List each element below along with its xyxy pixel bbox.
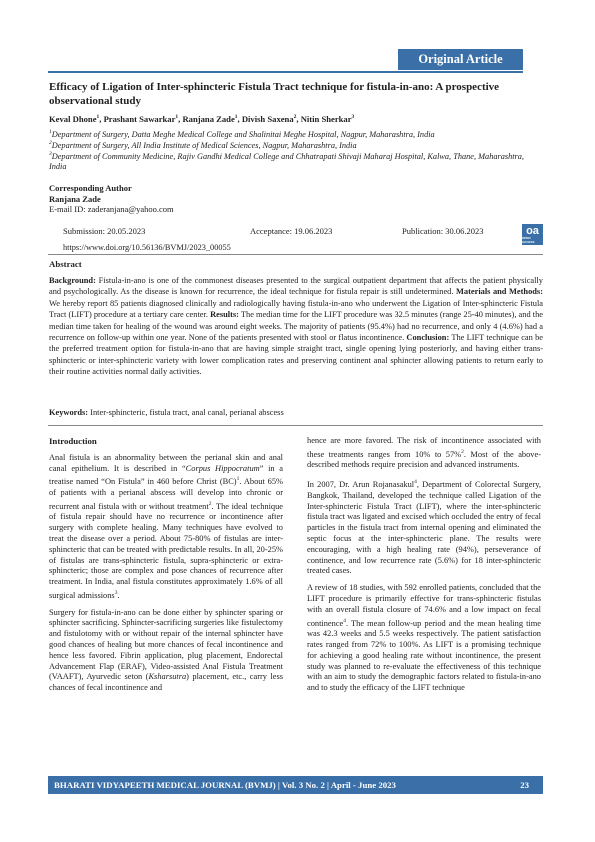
affiliation: $^2$Department of Surgery, All India Institute of Medical Sciences, Nagpur, Maharashtra, India [49,140,357,150]
acceptance-date: Acceptance: 19.06.2023 [250,226,333,236]
corresponding-email: E-mail ID: zaderanjana@yahoo.com [49,204,174,214]
divider [48,254,543,255]
right-column [307,436,541,700]
journal-footer [48,776,543,794]
header-divider [48,71,523,73]
paragraph: Anal fistula is an abnormality between the perianal skin and anal canal epithelium. It is described in “Corpus Hippocratum” in a treatise named “On Fistula” in 460 before Christ (BC)$^1$. About 65% of patients with a perianal abscess will develop into chronic or recurrent anal fistula with or without treatment$^2$. The ideal technique of fistula repair should have no recurrence or incontinence after surgery with complete healing. Many techniques have evolved to treat the disease over a period. About 75-80% of fistulas are inter-sphincteric that can be treated with predictable results. In all, 20-25% of fistulas are trans-sphincteric fistula, supra-sphincteric or extra-sphincteric; those are complex and pose chances of recurrence after treatment. In India, anal fistula constitutes approximately 1.6% of all surgical admissions$^3$. [49,452,284,600]
article-type-banner [398,49,523,70]
divider [48,425,543,426]
paragraph: In 2007, Dr. Arun Rojanasakul$^4$, Department of Colorectal Surgery, Bangkok, Thailand, developed the technique called Ligation of the Inter-sphincteric Fistula Tract (LIFT), where the inter-sphincteric fistula tract was ligated and excised which occluded the entry of fecal particles in the fistula tract from internal opening and eliminated the septic focus at the inter-sphincteric plane. The results were encouraging, with a high healing rate (94%), perseverance of continence, and low recurrence rate (5.6%) for 18 inter-sphincteric treated cases. [307,479,541,576]
left-column [49,436,283,700]
paper-title: Efficacy of Ligation of Inter-sphincteric Fistula Tract technique for fistula-in-ano: A prospective observational study [49,81,500,107]
journal-citation: BHARATI VIDYAPEETH MEDICAL JOURNAL (BVMJ) | Vol. 3 No. 2 | April - June 2023 [54,780,396,790]
page-number: 23 [520,780,529,790]
author-name: Keval Dhone [49,114,97,124]
corresponding-name: Ranjana Zade [49,193,101,204]
paragraph: Surgery for fistula-in-ano can be done either by sphincter sparing or sphincter sacrificing. Sphincter-sacrificing surgeries like fistulectomy and fistulotomy with or without repair of the internal sphincter have good chances of healing but more chances of fecal incontinence and hence less favored. Fibrin application, plug placement, Endorectal Advancement Flap (ERAF), Video-assisted Anal Fistula Treatment (VAAFT), Ayurvedic seton (Ksharsutra) placement, etc., carry less chances of fecal incontinence and [49,607,283,693]
author-name: Divish Saxena [241,114,294,124]
paragraph: A review of 18 studies, with 592 enrolled patients, concluded that the LIFT procedure is primarily effective for trans-sphincteric fistulas with an overall fistula closure of 74.6% and a low impact on fecal continence$^4$. The mean follow-up period and the mean healing time was 42.3 weeks and 5.5 weeks respectively. The patient satisfaction rates ranged from 72% to 100%. As LIFT is a promising technique for achieving a good healing rate without incontinence, the present study was planned to re-evaluate the effectiveness of this technique with an aim to study the demographic factors related to fistula-in-ano and to study the efficacy of the LIFT technique [307,583,541,693]
keywords: Keywords: Inter-sphincteric, fistula tract, anal canal, perianal abscess [49,408,284,417]
corresponding-label: Corresponding Author [49,183,132,193]
publication-date: Publication: 30.06.2023 [402,226,484,236]
author-name: Ranjana Zade [182,114,235,124]
submission-date: Submission: 20.05.2023 [63,226,146,236]
author-list: Keval Dhone$^1$, Prashant Sawarkar$^1$, Ranjana Zade$^1$, Divish Saxena$^2$, Nitin Sherkar$^3$ [49,114,355,124]
author-name: Prashant Sawarkar [103,114,176,124]
open-access-icon: oa OPEN ACCESS [522,224,543,245]
author-name: Nitin Sherkar [300,114,352,124]
affiliation: $^1$Department of Surgery, Datta Meghe Medical College and Shalinitai Meghe Hospital, Nagpur, Maharashtra, India [49,129,435,139]
abstract-heading: Abstract [49,259,82,269]
doi-link[interactable]: https://www.doi.org/10.56136/BVMJ/2023_00055 [63,243,231,252]
affiliation: $^3$Department of Community Medicine, Rajiv Gandhi Medical College and Chhatrapati Shivaji Maharaj Hospital, Kalwa, Thane, Maharashtra, India [49,151,524,172]
section-heading-introduction: Introduction [49,436,97,446]
abstract-text: Background: Fistula-in-ano is one of the commonest diseases presented to the surgical outpatient department that affects the patient physically and psychologically. As the disease is known for recurrence, the ideal technique for fistula repair is still undetermined. Materials and Methods: We hereby report 85 patients diagnosed clinically and radiologically having fistula-in-ano who underwent the Ligation of Inter-sphincteric Fistula Tract (LIFT) procedure at a tertiary care center. Results: The median time for the LIFT procedure was 32.5 minutes (range 25-40 minutes), and the median time taken for healing of the wound was around eight weeks. The majority of patients (95.4%) had no recurrence, and only 4 (4.6%) had a recurrence on follow-up within one year. None of the patients presented with stool or flatus incontinence. Conclusion: The LIFT technique can be the preferred treatment option for fistula-in-ano that are having simple straight tract, single opening lying posteriorly, and having either trans-sphincteric or inter-sphincteric variety with lower complication rates and preserving continent anal sphincter allowing patients to return early to their routine activities normal daily activities. [49,276,544,377]
corresponding-author-block [49,183,174,215]
article-type-label: Original Article [418,52,503,66]
paragraph: hence are more favored. The risk of incontinence associated with these treatments ranges from 10% to 57%$^2$. Most of the above-described methods require precision and advanced instruments. [307,436,541,470]
